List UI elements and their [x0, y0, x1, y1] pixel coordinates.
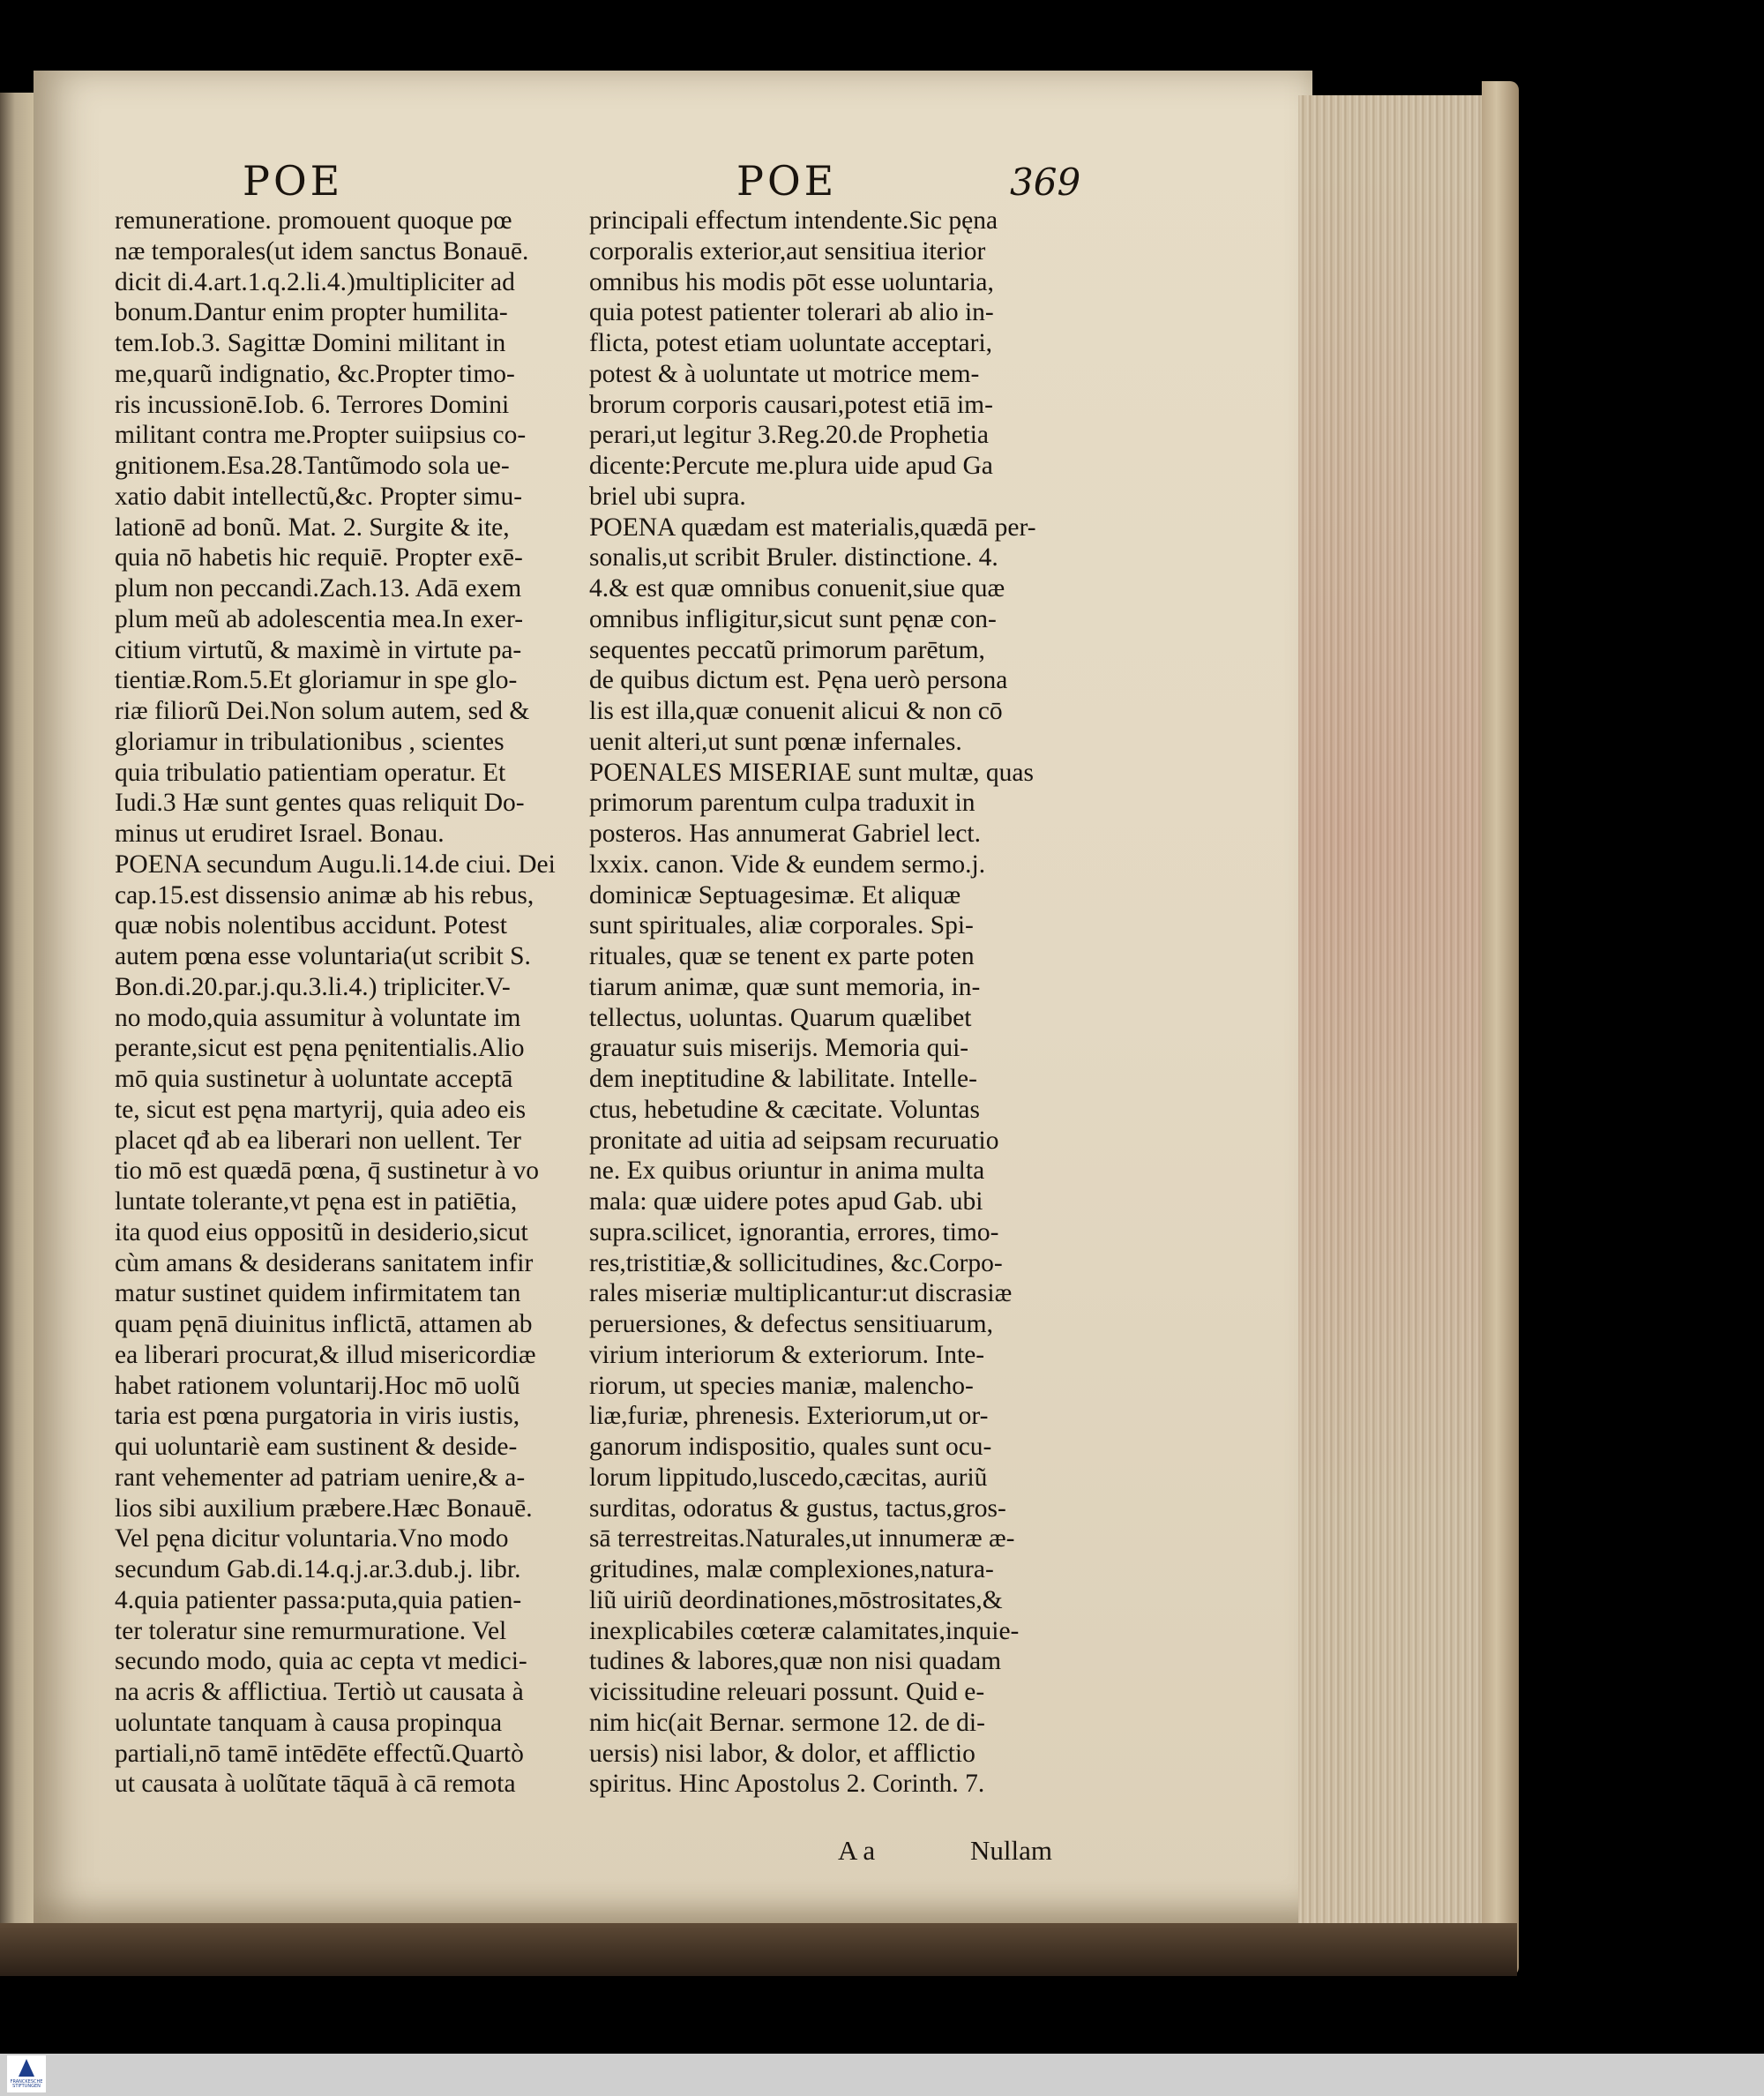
text-line: POENA quædam est materialis,quædā per- [589, 513, 1036, 542]
institution-logo[interactable] [7, 2055, 46, 2092]
text-line: tellectus, uoluntas. Quarum quælibet [589, 1003, 972, 1032]
text-line: quia tribulatio patientiam operatur. Et [115, 758, 506, 787]
logo-icon [19, 2059, 34, 2077]
text-line: peruersiones, & defectus sensitiuarum, [589, 1310, 993, 1338]
viewer-footer-bar [0, 2054, 1764, 2096]
text-line: quam pęnā diuinitus inflictā, attamen ab [115, 1310, 533, 1338]
text-line: dicente:Percute me.plura uide apud Ga [589, 452, 993, 480]
text-line: riæ filiorũ Dei.Non solum autem, sed & [115, 697, 530, 725]
text-line: quæ nobis nolentibus accidunt. Potest [115, 911, 507, 940]
text-line: res,tristitiæ,& sollicitudines, &c.Corpo- [589, 1248, 1003, 1277]
text-line: ganorum indispositio, quales sunt ocu- [589, 1433, 992, 1461]
text-line: posteros. Has annumerat Gabriel lect. [589, 820, 981, 848]
text-line: Vel pęna dicitur voluntaria.Vno modo [115, 1524, 509, 1553]
text-line: secundum Gab.di.14.q.j.ar.3.dub.j. libr. [115, 1555, 521, 1583]
text-line: sā terrestreitas.Naturales,ut innumeræ æ- [589, 1524, 1015, 1553]
text-line: sequentes peccatũ primorum parētum, [589, 635, 985, 664]
text-line: gritudines, malæ complexiones,natura- [589, 1555, 994, 1583]
text-line: na acris & afflictiua. Tertiò ut causata à [115, 1678, 524, 1706]
text-line: lios sibi auxilium præbere.Hæc Bonauē. [115, 1493, 533, 1523]
text-line: placet qđ ab ea liberari non uellent. Ter [115, 1126, 521, 1155]
text-line: potest & à uoluntate ut motrice mem- [589, 359, 980, 388]
text-line: dominicæ Septuagesimæ. Et aliquæ [589, 880, 961, 910]
text-line: rales miseriæ multiplicantur:ut discrasiæ [589, 1279, 1013, 1308]
text-line: xatio dabit intellectũ,&c. Propter simu- [115, 482, 523, 511]
text-line: omnibus his modis pōt esse uoluntaria, [589, 267, 994, 296]
text-line: lxxix. canon. Vide & eundem sermo.j. [589, 850, 986, 879]
text-line: supra.scilicet, ignorantia, errores, timo- [589, 1217, 999, 1246]
text-line: sonalis,ut scribit Bruler. distinctione. 4. [589, 543, 998, 573]
right-text-column [589, 206, 1127, 1800]
text-line: perante,sicut est pęna pęnitentialis.Alio [115, 1034, 525, 1063]
text-line: perari,ut legitur 3.Reg.20.de Prophetia [589, 421, 990, 450]
text-line: ctus, hebetudine & cæcitate. Voluntas [589, 1095, 980, 1124]
text-line: lationē ad bonũ. Mat. 2. Surgite & ite, [115, 513, 510, 542]
text-line: cap.15.est dissensio animæ ab his rebus, [115, 880, 534, 910]
text-line: vicissitudine releuari possunt. Quid e- [589, 1678, 985, 1706]
text-line: remuneratione. promouent quoque pœ [115, 206, 512, 235]
text-line: plum non peccandi.Zach.13. Adā exem [115, 574, 522, 603]
text-line: ea liberari procurat,& illud misericordiæ [115, 1340, 536, 1369]
text-line: liæ,furiæ, phrenesis. Exteriorum,ut or- [589, 1402, 989, 1431]
text-line: cùm amans & desiderans sanitatem infir [115, 1248, 534, 1277]
text-line: tudines & labores,quæ non nisi quadam [589, 1647, 1002, 1676]
text-line: minus ut erudiret Israel. Bonau. [115, 820, 445, 848]
text-line: partiali,nō tamē intēdēte effectũ.Quartò [115, 1739, 524, 1768]
text-line: lis est illa,quæ conuenit alicui & non cō [589, 697, 1003, 725]
text-line: luntate tolerante,vt pęna est in patiētia, [115, 1187, 518, 1216]
text-line: virium interiorum & exteriorum. Inte- [589, 1340, 985, 1369]
text-line: plum meũ ab adolescentia mea.In exer- [115, 604, 524, 633]
text-line: te, sicut est pęna martyrij, quia adeo eis [115, 1095, 527, 1124]
text-line: bonum.Dantur enim propter humilita- [115, 298, 508, 327]
text-line: uersis) nisi labor, & dolor, et afflictio [589, 1739, 975, 1768]
text-line: quia potest patienter tolerari ab alio in- [589, 298, 994, 327]
text-line: sunt spirituales, aliæ corporales. Spi- [589, 911, 974, 940]
text-line: no modo,quia assumitur à voluntate im [115, 1003, 521, 1032]
text-line: principali effectum intendente.Sic pęna [589, 206, 998, 235]
text-line: brorum corporis causari,potest etiā im- [589, 390, 993, 419]
book-bottom-board [0, 1923, 1517, 1976]
text-line: de quibus dictum est. Pęna uerò persona [589, 666, 1008, 695]
text-line: primorum parentum culpa traduxit in [589, 789, 975, 818]
running-head-left: POE [243, 157, 344, 205]
text-line: corporalis exterior,aut sensitiua iterior [589, 236, 986, 266]
text-line: uenit alteri,ut sunt pœnæ infernales. [589, 727, 962, 756]
text-line: mala: quæ uidere potes apud Gab. ubi [589, 1187, 983, 1216]
text-line: surditas, odoratus & gustus, tactus,gros- [589, 1493, 1006, 1523]
text-line: tem.Iob.3. Sagittæ Domini militant in [115, 329, 506, 357]
text-line: rant vehementer ad patriam uenire,& a- [115, 1463, 526, 1492]
logo-text: FRANCKESCHE STIFTUNGEN [10, 2079, 43, 2089]
text-line: tiarum animæ, quæ sunt memoria, in- [589, 972, 981, 1001]
text-line: me,quarũ indignatio, &c.Propter timo- [115, 359, 515, 388]
text-line: tientiæ.Rom.5.Et gloriamur in spe glo- [115, 666, 518, 695]
text-line: gnitionem.Esa.28.Tantũmodo sola ue- [115, 452, 510, 480]
text-line: omnibus infligitur,sicut sunt pęnæ con- [589, 604, 997, 633]
text-line: taria est pœna purgatoria in viris iustis, [115, 1402, 520, 1431]
book-cover-edge [1482, 81, 1519, 1976]
page-block-edge [1298, 95, 1482, 1957]
text-line: ris incussionē.Iob. 6. Terrores Domini [115, 390, 510, 419]
text-line: uoluntate tanquam à causa propinqua [115, 1708, 503, 1737]
text-line: spiritus. Hinc Apostolus 2. Corinth. 7. [589, 1770, 985, 1799]
text-line: POENALES MISERIAE sunt multæ, quas [589, 758, 1034, 787]
catchword: Nullam [970, 1835, 1052, 1866]
text-line: grauatur suis miserijs. Memoria qui- [589, 1034, 969, 1063]
text-line: qui uoluntariè eam sustinent & deside- [115, 1433, 518, 1461]
text-line: ter toleratur sine remurmuratione. Vel [115, 1616, 507, 1645]
text-line: Bon.di.20.par.j.qu.3.li.4.) tripliciter.V- [115, 972, 511, 1001]
text-line: mō quia sustinetur à uoluntate acceptā [115, 1065, 513, 1093]
text-line: 4.& est quæ omnibus conuenit,siue quæ [589, 574, 1005, 603]
text-line: gloriamur in tribulationibus , scientes [115, 727, 505, 756]
text-line: dicit di.4.art.1.q.2.li.4.)multipliciter ad [115, 267, 515, 296]
text-line: dem ineptitudine & labilitate. Intelle- [589, 1065, 977, 1093]
text-line: lorum lippitudo,luscedo,cæcitas, auriũ [589, 1463, 988, 1492]
text-line: briel ubi supra. [589, 482, 746, 511]
text-line: ut causata à uolũtate tāquā à cā remota [115, 1770, 516, 1799]
text-line: ne. Ex quibus oriuntur in anima multa [589, 1157, 985, 1186]
text-line: næ temporales(ut idem sanctus Bonauē. [115, 236, 529, 266]
text-line: POENA secundum Augu.li.14.de ciui. Dei [115, 850, 556, 879]
text-line: liũ uiriũ deordinationes,mōstrositates,& [589, 1585, 1003, 1614]
running-head-right: POE [736, 157, 838, 205]
text-line: rituales, quæ se tenent ex parte poten [589, 942, 975, 970]
text-line: inexplicabiles cœteræ calamitates,inquie- [589, 1616, 1020, 1645]
facing-page-edge [0, 93, 34, 1976]
text-line: riorum, ut species maniæ, malencho- [589, 1371, 974, 1400]
text-line: flicta, potest etiam uoluntate acceptari, [589, 329, 993, 357]
signature-mark: Aa [838, 1835, 881, 1866]
text-line: matur sustinet quidem infirmitatem tan [115, 1279, 521, 1308]
text-line: secundo modo, quia ac cepta vt medici- [115, 1647, 527, 1676]
text-line: pronitate ad uitia ad seipsam recuruatio [589, 1126, 999, 1155]
text-line: Iudi.3 Hæ sunt gentes quas reliquit Do- [115, 789, 525, 818]
text-line: tio mō est quædā pœna, q̄ sustinetur à vo [115, 1157, 539, 1186]
text-line: militant contra me.Propter suiipsius co- [115, 421, 527, 450]
text-line: quia nō habetis hic requiē. Propter exē- [115, 543, 523, 573]
page-number: 369 [1010, 161, 1081, 204]
text-line: citium virtutũ, & maximè in virtute pa- [115, 635, 522, 664]
text-line: nim hic(ait Bernar. sermone 12. de di- [589, 1708, 985, 1737]
text-line: 4.quia patienter passa:puta,quia patien- [115, 1585, 522, 1614]
left-text-column [115, 206, 591, 1800]
text-line: habet rationem voluntarij.Hoc mō uolũ [115, 1371, 520, 1400]
text-line: autem pœna esse voluntaria(ut scribit S. [115, 942, 531, 970]
text-line: ita quod eius oppositũ in desiderio,sicut [115, 1217, 528, 1246]
